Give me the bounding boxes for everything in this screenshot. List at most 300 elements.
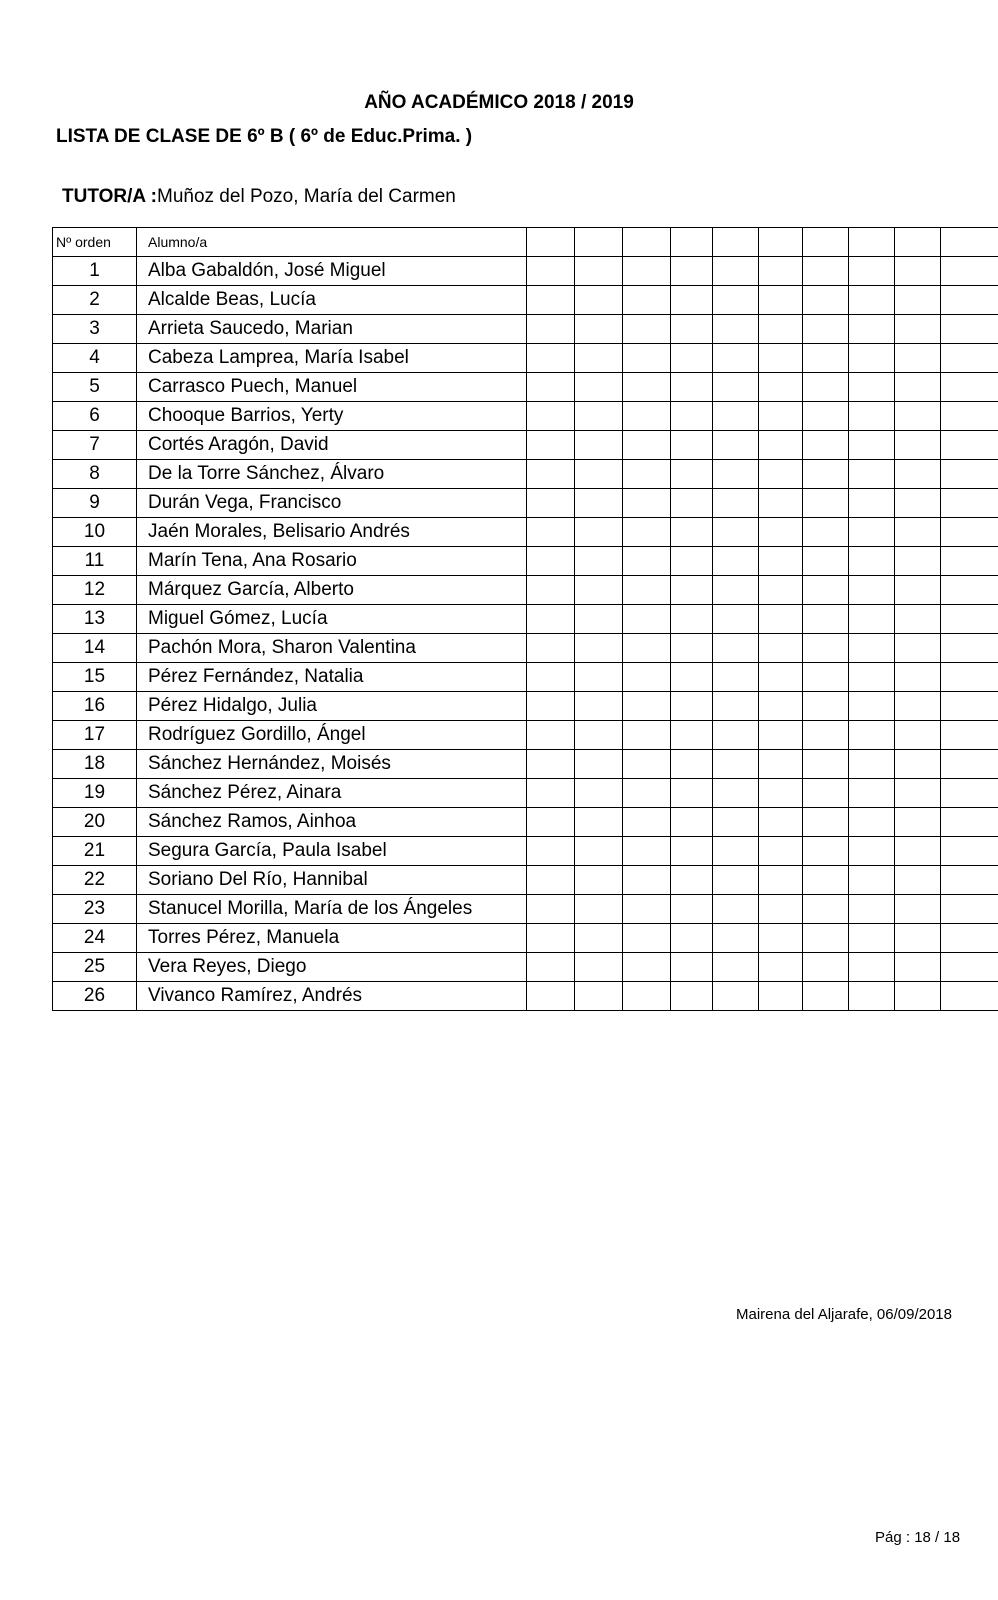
blank-cell [803, 402, 849, 431]
blank-cell [803, 895, 849, 924]
blank-cell [575, 576, 623, 605]
student-name-cell: Marín Tena, Ana Rosario [137, 547, 527, 576]
table-row [53, 924, 998, 953]
student-name-cell: Cabeza Lamprea, María Isabel [137, 344, 527, 373]
blank-cell [759, 431, 803, 460]
blank-cell [849, 808, 895, 837]
order-number-cell: 10 [53, 518, 137, 547]
blank-cell [713, 489, 759, 518]
blank-header-cell [895, 228, 941, 257]
blank-cell [895, 808, 941, 837]
blank-cell [527, 315, 575, 344]
blank-cell [623, 779, 671, 808]
table-row [53, 692, 998, 721]
blank-cell [895, 750, 941, 779]
table-row [53, 982, 998, 1011]
blank-cell [671, 315, 713, 344]
blank-cell [759, 750, 803, 779]
blank-cell [849, 547, 895, 576]
order-number-cell: 12 [53, 576, 137, 605]
blank-cell [941, 982, 998, 1011]
blank-cell [803, 286, 849, 315]
blank-cell [941, 837, 998, 866]
blank-cell [623, 460, 671, 489]
blank-cell [713, 634, 759, 663]
blank-cell [803, 721, 849, 750]
blank-cell [849, 866, 895, 895]
blank-cell [575, 663, 623, 692]
blank-cell [623, 634, 671, 663]
blank-cell [759, 286, 803, 315]
blank-cell [575, 315, 623, 344]
student-name-cell: Stanucel Morilla, María de los Ángeles [137, 895, 527, 924]
order-number-cell: 25 [53, 953, 137, 982]
blank-cell [759, 866, 803, 895]
blank-cell [803, 344, 849, 373]
blank-cell [575, 489, 623, 518]
blank-cell [575, 895, 623, 924]
blank-header-cell [849, 228, 895, 257]
blank-cell [623, 953, 671, 982]
blank-cell [575, 402, 623, 431]
blank-cell [623, 576, 671, 605]
order-number-cell: 3 [53, 315, 137, 344]
blank-cell [713, 315, 759, 344]
blank-cell [941, 286, 998, 315]
blank-cell [941, 779, 998, 808]
table-row [53, 895, 998, 924]
tutor-label: TUTOR/A : [62, 186, 157, 207]
blank-cell [759, 721, 803, 750]
blank-cell [575, 605, 623, 634]
order-number-cell: 24 [53, 924, 137, 953]
order-number-cell: 15 [53, 663, 137, 692]
blank-cell [759, 373, 803, 402]
blank-cell [671, 663, 713, 692]
blank-cell [575, 257, 623, 286]
order-number-cell: 11 [53, 547, 137, 576]
blank-cell [895, 837, 941, 866]
blank-cell [575, 344, 623, 373]
blank-cell [941, 460, 998, 489]
order-number-cell: 8 [53, 460, 137, 489]
blank-cell [527, 750, 575, 779]
blank-cell [671, 634, 713, 663]
blank-cell [575, 692, 623, 721]
blank-cell [895, 286, 941, 315]
blank-cell [527, 895, 575, 924]
order-number-cell: 6 [53, 402, 137, 431]
order-number-cell: 2 [53, 286, 137, 315]
table-row [53, 721, 998, 750]
blank-cell [713, 982, 759, 1011]
blank-cell [895, 982, 941, 1011]
blank-cell [671, 402, 713, 431]
blank-cell [941, 576, 998, 605]
blank-cell [623, 895, 671, 924]
table-header-row [53, 228, 998, 257]
blank-cell [759, 808, 803, 837]
blank-cell [527, 431, 575, 460]
blank-cell [713, 866, 759, 895]
blank-cell [803, 489, 849, 518]
blank-cell [527, 286, 575, 315]
blank-cell [623, 344, 671, 373]
blank-cell [527, 373, 575, 402]
blank-cell [759, 402, 803, 431]
blank-cell [941, 547, 998, 576]
blank-cell [759, 692, 803, 721]
blank-cell [941, 489, 998, 518]
blank-cell [803, 460, 849, 489]
order-number-cell: 21 [53, 837, 137, 866]
table-row [53, 257, 998, 286]
blank-cell [527, 402, 575, 431]
blank-cell [941, 605, 998, 634]
blank-cell [759, 634, 803, 663]
blank-cell [895, 257, 941, 286]
order-number-cell: 9 [53, 489, 137, 518]
blank-cell [527, 721, 575, 750]
table-row [53, 373, 998, 402]
blank-cell [849, 634, 895, 663]
blank-cell [527, 953, 575, 982]
student-name-cell: Pérez Hidalgo, Julia [137, 692, 527, 721]
blank-cell [941, 663, 998, 692]
blank-cell [671, 808, 713, 837]
place-date: Mairena del Aljarafe, 06/09/2018 [736, 1306, 952, 1323]
blank-cell [671, 576, 713, 605]
blank-cell [803, 779, 849, 808]
blank-cell [895, 924, 941, 953]
blank-cell [713, 518, 759, 547]
order-number-cell: 4 [53, 344, 137, 373]
order-number-cell: 17 [53, 721, 137, 750]
order-number-cell: 19 [53, 779, 137, 808]
blank-cell [941, 518, 998, 547]
student-name-cell: Durán Vega, Francisco [137, 489, 527, 518]
blank-header-cell [759, 228, 803, 257]
blank-header-cell [575, 228, 623, 257]
blank-cell [623, 721, 671, 750]
table-row [53, 518, 998, 547]
blank-header-cell [623, 228, 671, 257]
blank-cell [849, 257, 895, 286]
blank-cell [895, 489, 941, 518]
blank-cell [671, 286, 713, 315]
blank-cell [623, 663, 671, 692]
blank-cell [713, 547, 759, 576]
blank-cell [671, 489, 713, 518]
table-row [53, 866, 998, 895]
blank-cell [623, 489, 671, 518]
blank-cell [759, 576, 803, 605]
blank-cell [527, 344, 575, 373]
student-name-cell: Rodríguez Gordillo, Ángel [137, 721, 527, 750]
blank-cell [671, 518, 713, 547]
blank-cell [671, 779, 713, 808]
blank-cell [671, 692, 713, 721]
blank-cell [527, 605, 575, 634]
blank-cell [849, 924, 895, 953]
blank-cell [623, 982, 671, 1011]
table-row [53, 634, 998, 663]
blank-cell [671, 344, 713, 373]
blank-cell [575, 547, 623, 576]
blank-cell [623, 837, 671, 866]
blank-cell [527, 866, 575, 895]
blank-cell [759, 547, 803, 576]
order-number-cell: 18 [53, 750, 137, 779]
blank-header-cell [713, 228, 759, 257]
blank-cell [759, 605, 803, 634]
student-name-cell: Soriano Del Río, Hannibal [137, 866, 527, 895]
student-name-cell: Alcalde Beas, Lucía [137, 286, 527, 315]
blank-cell [803, 692, 849, 721]
blank-cell [713, 663, 759, 692]
blank-cell [671, 837, 713, 866]
blank-cell [713, 837, 759, 866]
blank-cell [849, 402, 895, 431]
order-number-cell: 23 [53, 895, 137, 924]
blank-cell [849, 576, 895, 605]
blank-cell [575, 721, 623, 750]
blank-cell [803, 634, 849, 663]
blank-cell [527, 257, 575, 286]
blank-cell [941, 257, 998, 286]
table-row [53, 779, 998, 808]
blank-cell [623, 373, 671, 402]
blank-cell [759, 663, 803, 692]
blank-cell [941, 373, 998, 402]
blank-cell [941, 953, 998, 982]
blank-cell [803, 547, 849, 576]
blank-cell [527, 924, 575, 953]
blank-cell [713, 895, 759, 924]
blank-cell [941, 344, 998, 373]
blank-cell [895, 721, 941, 750]
blank-cell [575, 837, 623, 866]
blank-cell [849, 286, 895, 315]
blank-cell [759, 344, 803, 373]
blank-cell [759, 518, 803, 547]
blank-cell [527, 982, 575, 1011]
blank-cell [895, 634, 941, 663]
blank-cell [803, 576, 849, 605]
blank-cell [671, 895, 713, 924]
order-number-cell: 16 [53, 692, 137, 721]
blank-cell [713, 460, 759, 489]
blank-cell [759, 315, 803, 344]
blank-cell [575, 460, 623, 489]
blank-header-cell [941, 228, 998, 257]
blank-header-cell [527, 228, 575, 257]
blank-cell [803, 982, 849, 1011]
blank-cell [895, 402, 941, 431]
table-row [53, 431, 998, 460]
blank-cell [849, 750, 895, 779]
blank-cell [895, 373, 941, 402]
student-name-cell: Segura García, Paula Isabel [137, 837, 527, 866]
class-list-title: LISTA DE CLASE DE 6º B ( 6º de Educ.Prima. ) [56, 126, 473, 147]
blank-cell [895, 895, 941, 924]
blank-cell [849, 779, 895, 808]
table-row [53, 547, 998, 576]
blank-cell [803, 257, 849, 286]
blank-cell [941, 692, 998, 721]
blank-cell [713, 692, 759, 721]
class-roster-table [52, 227, 998, 1011]
blank-cell [671, 924, 713, 953]
blank-cell [575, 982, 623, 1011]
blank-cell [895, 431, 941, 460]
blank-cell [713, 431, 759, 460]
blank-cell [849, 344, 895, 373]
blank-cell [849, 373, 895, 402]
column-header-student: Alumno/a [137, 228, 527, 257]
table-row [53, 808, 998, 837]
blank-cell [671, 750, 713, 779]
student-name-cell: Carrasco Puech, Manuel [137, 373, 527, 402]
blank-cell [575, 779, 623, 808]
blank-cell [527, 837, 575, 866]
blank-cell [803, 953, 849, 982]
blank-cell [527, 663, 575, 692]
blank-cell [803, 663, 849, 692]
blank-cell [575, 431, 623, 460]
blank-cell [759, 953, 803, 982]
blank-cell [623, 518, 671, 547]
blank-cell [671, 721, 713, 750]
blank-cell [575, 953, 623, 982]
blank-cell [759, 779, 803, 808]
student-name-cell: Pachón Mora, Sharon Valentina [137, 634, 527, 663]
blank-cell [575, 924, 623, 953]
blank-cell [671, 373, 713, 402]
blank-cell [671, 460, 713, 489]
blank-cell [849, 518, 895, 547]
blank-cell [849, 460, 895, 489]
tutor-line [62, 186, 456, 208]
table-row [53, 286, 998, 315]
blank-cell [527, 460, 575, 489]
order-number-cell: 22 [53, 866, 137, 895]
blank-cell [713, 344, 759, 373]
blank-cell [849, 895, 895, 924]
student-name-cell: Chooque Barrios, Yerty [137, 402, 527, 431]
blank-cell [671, 982, 713, 1011]
blank-cell [849, 315, 895, 344]
blank-cell [623, 605, 671, 634]
blank-cell [671, 431, 713, 460]
blank-cell [803, 924, 849, 953]
tutor-name: Muñoz del Pozo, María del Carmen [157, 186, 456, 207]
blank-cell [941, 431, 998, 460]
blank-cell [941, 866, 998, 895]
blank-cell [527, 692, 575, 721]
blank-cell [849, 605, 895, 634]
blank-cell [895, 518, 941, 547]
blank-cell [849, 692, 895, 721]
blank-cell [803, 431, 849, 460]
blank-cell [895, 315, 941, 344]
blank-cell [803, 750, 849, 779]
blank-cell [713, 402, 759, 431]
blank-cell [941, 721, 998, 750]
order-number-cell: 13 [53, 605, 137, 634]
blank-cell [527, 489, 575, 518]
blank-cell [895, 779, 941, 808]
blank-header-cell [803, 228, 849, 257]
blank-cell [941, 808, 998, 837]
student-name-cell: Vera Reyes, Diego [137, 953, 527, 982]
blank-cell [623, 808, 671, 837]
blank-cell [671, 866, 713, 895]
blank-cell [759, 257, 803, 286]
blank-cell [849, 431, 895, 460]
blank-cell [895, 547, 941, 576]
order-number-cell: 7 [53, 431, 137, 460]
blank-cell [713, 808, 759, 837]
blank-cell [759, 489, 803, 518]
blank-cell [575, 286, 623, 315]
blank-cell [623, 402, 671, 431]
blank-cell [623, 315, 671, 344]
student-name-cell: Pérez Fernández, Natalia [137, 663, 527, 692]
student-name-cell: Torres Pérez, Manuela [137, 924, 527, 953]
order-number-cell: 1 [53, 257, 137, 286]
table-row [53, 605, 998, 634]
blank-cell [895, 663, 941, 692]
blank-cell [713, 576, 759, 605]
blank-cell [575, 808, 623, 837]
blank-cell [527, 518, 575, 547]
blank-cell [941, 634, 998, 663]
blank-cell [759, 982, 803, 1011]
blank-cell [941, 924, 998, 953]
blank-cell [759, 924, 803, 953]
blank-cell [623, 286, 671, 315]
blank-cell [713, 721, 759, 750]
blank-cell [527, 634, 575, 663]
student-name-cell: Sánchez Ramos, Ainhoa [137, 808, 527, 837]
blank-cell [713, 953, 759, 982]
blank-cell [623, 750, 671, 779]
student-name-cell: Arrieta Saucedo, Marian [137, 315, 527, 344]
table-row [53, 576, 998, 605]
blank-cell [849, 953, 895, 982]
blank-cell [713, 605, 759, 634]
table-body [53, 257, 998, 1011]
blank-cell [713, 286, 759, 315]
column-header-order: Nº orden [53, 228, 137, 257]
blank-cell [713, 373, 759, 402]
blank-cell [713, 750, 759, 779]
blank-cell [895, 344, 941, 373]
blank-cell [527, 779, 575, 808]
blank-cell [895, 576, 941, 605]
blank-cell [803, 605, 849, 634]
blank-cell [803, 373, 849, 402]
blank-cell [623, 547, 671, 576]
blank-cell [575, 634, 623, 663]
student-name-cell: Sánchez Hernández, Moisés [137, 750, 527, 779]
order-number-cell: 26 [53, 982, 137, 1011]
blank-cell [527, 547, 575, 576]
blank-cell [849, 663, 895, 692]
blank-cell [623, 866, 671, 895]
student-name-cell: Cortés Aragón, David [137, 431, 527, 460]
